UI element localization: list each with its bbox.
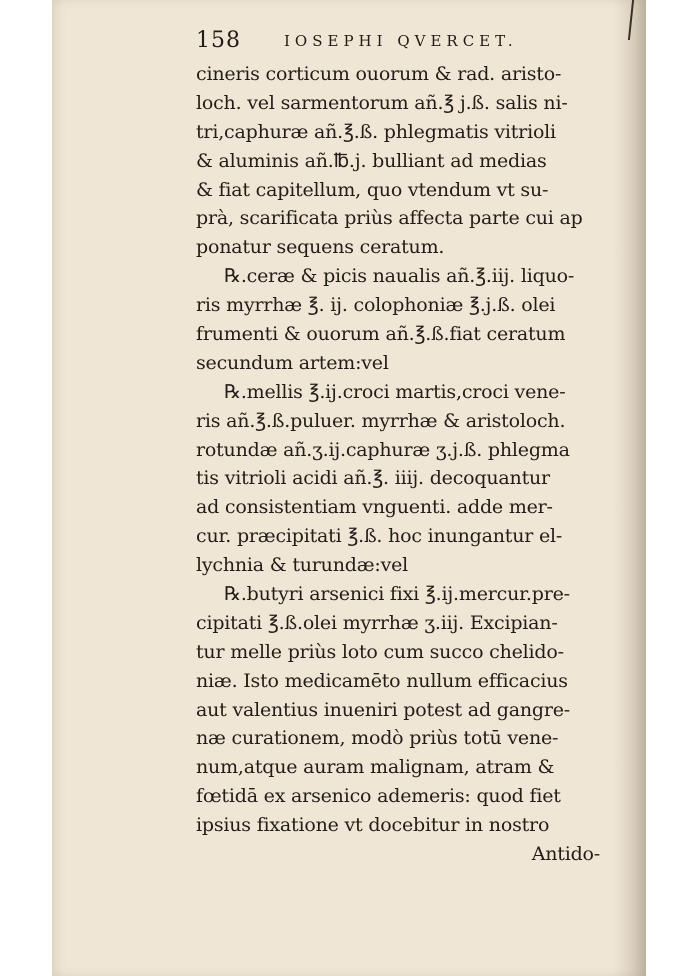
text-line: rotundæ añ.ʒ.ij.caphuræ ʒ.j.ß. phlegma: [196, 438, 570, 461]
text-line: ris añ.℥.ß.puluer. myrrhæ & aristoloch.: [196, 409, 566, 432]
text-line: ris myrrhæ ℥. ij. colophoniæ ℥.j.ß. olei: [196, 294, 556, 317]
text-line: cur. præcipitati ℥.ß. hoc inungantur el-: [196, 525, 563, 548]
body-text: [196, 60, 600, 869]
text-line: cipitati ℥.ß.olei myrrhæ ʒ.iij. Excipian-: [196, 611, 558, 634]
recipe-line: ℞.butyri arsenici fixi ℥.ij.mercur.pre-: [224, 583, 570, 606]
text-line: frumenti & ouorum añ.℥.ß.fiat ceratum: [196, 323, 566, 346]
text-line: ad consistentiam vnguenti. adde mer-: [196, 496, 553, 519]
text-line: aut valentius inueniri potest ad gangre-: [196, 698, 570, 721]
text-line: & aluminis añ.℔.j. bulliant ad medias: [196, 149, 547, 172]
text-line: næ curationem, modò priùs totū vene-: [196, 727, 559, 750]
text-line: prà, scarificata priùs affecta parte cui ap: [196, 207, 583, 230]
text-line: tis vitrioli acidi añ.℥. iiij. decoquantur: [196, 467, 550, 490]
running-head: IOSEPHI QVERCET.: [284, 32, 518, 50]
text-line: cineris corticum ouorum & rad. aristo-: [196, 63, 562, 85]
text-line: secundum artem:vel: [196, 351, 389, 374]
catchword: Antido-: [531, 843, 600, 866]
text-line: tur melle priùs loto cum succo chelido-: [196, 640, 564, 663]
page-header: [196, 28, 596, 58]
text-line: niæ. Isto medicamēto nullum efficacius: [196, 669, 568, 692]
text-line: & fiat capitellum, quo vtendum vt su-: [196, 178, 549, 201]
text-line: ponatur sequens ceratum.: [196, 236, 445, 259]
text-line: loch. vel sarmentorum añ.℥ j.ß. salis ni-: [196, 91, 568, 114]
text-line: ipsius fixatione vt docebitur in nostro: [196, 814, 550, 837]
text-line: fœtidā ex arsenico ademeris: quod fiet: [196, 785, 561, 808]
text-line: num,atque auram malignam, atram &: [196, 756, 555, 779]
text-line: lychnia & turundæ:vel: [196, 554, 409, 577]
text-line: tri,caphuræ añ.℥.ß. phlegmatis vitrioli: [196, 120, 556, 143]
page-number: 158: [196, 28, 241, 53]
page-gutter-shadow: [612, 0, 646, 976]
recipe-line: ℞.ceræ & picis naualis añ.℥.iij. liquo-: [224, 265, 575, 288]
recipe-line: ℞.mellis ℥.ij.croci martis,croci vene-: [224, 380, 566, 403]
